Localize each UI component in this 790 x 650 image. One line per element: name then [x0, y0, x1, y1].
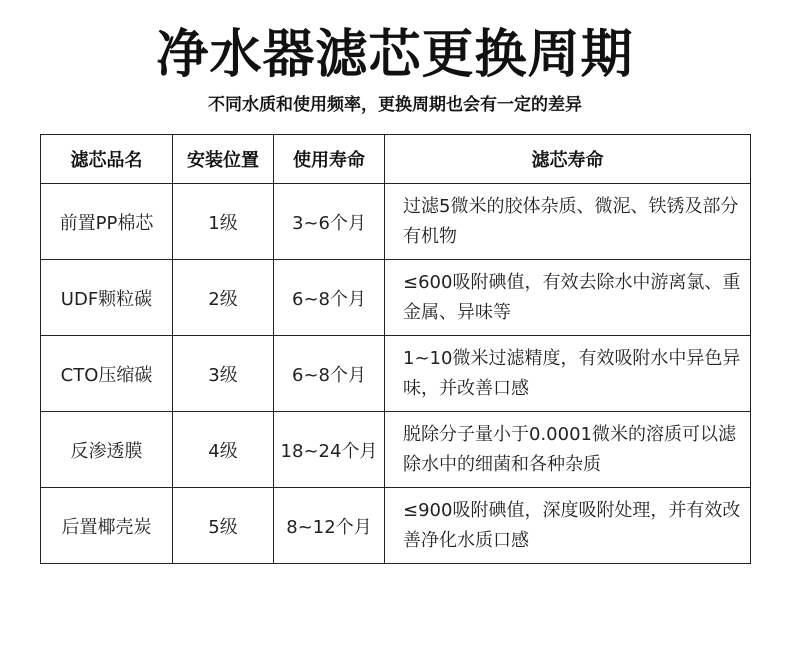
cell-usage-life: 6~8个月	[274, 260, 385, 336]
cell-filter-name: 反渗透膜	[41, 412, 173, 488]
header-filter-life: 滤芯寿命	[385, 135, 751, 184]
cell-filter-life: 过滤5微米的胶体杂质、微泥、铁锈及部分有机物	[385, 184, 751, 260]
filter-replacement-table	[40, 134, 751, 564]
header-usage-life: 使用寿命	[274, 135, 385, 184]
header-filter-name: 滤芯品名	[41, 135, 173, 184]
cell-filter-life: 1~10微米过滤精度，有效吸附水中异色异味，并改善口感	[385, 336, 751, 412]
page-subtitle: 不同水质和使用频率，更换周期也会有一定的差异	[208, 95, 582, 115]
cell-install-position: 3级	[173, 336, 274, 412]
cell-usage-life: 8~12个月	[274, 488, 385, 564]
table-row	[41, 336, 751, 412]
cell-install-position: 5级	[173, 488, 274, 564]
cell-usage-life: 6~8个月	[274, 336, 385, 412]
table-row	[41, 488, 751, 564]
cell-install-position: 4级	[173, 412, 274, 488]
table-row	[41, 260, 751, 336]
cell-filter-name: 前置PP棉芯	[41, 184, 173, 260]
cell-usage-life: 18~24个月	[274, 412, 385, 488]
cell-usage-life: 3~6个月	[274, 184, 385, 260]
page-title: 净水器滤芯更换周期	[156, 25, 634, 85]
table-row	[41, 184, 751, 260]
cell-filter-life: ≤900吸附碘值，深度吸附处理，并有效改善净化水质口感	[385, 488, 751, 564]
table-row	[41, 412, 751, 488]
cell-filter-life: ≤600吸附碘值，有效去除水中游离氯、重金属、异味等	[385, 260, 751, 336]
cell-install-position: 1级	[173, 184, 274, 260]
cell-filter-name: 后置椰壳炭	[41, 488, 173, 564]
header-install-position: 安装位置	[173, 135, 274, 184]
cell-filter-name: UDF颗粒碳	[41, 260, 173, 336]
cell-filter-life: 脱除分子量小于0.0001微米的溶质可以滤除水中的细菌和各种杂质	[385, 412, 751, 488]
cell-filter-name: CTO压缩碳	[41, 336, 173, 412]
cell-install-position: 2级	[173, 260, 274, 336]
table-header-row	[41, 135, 751, 184]
